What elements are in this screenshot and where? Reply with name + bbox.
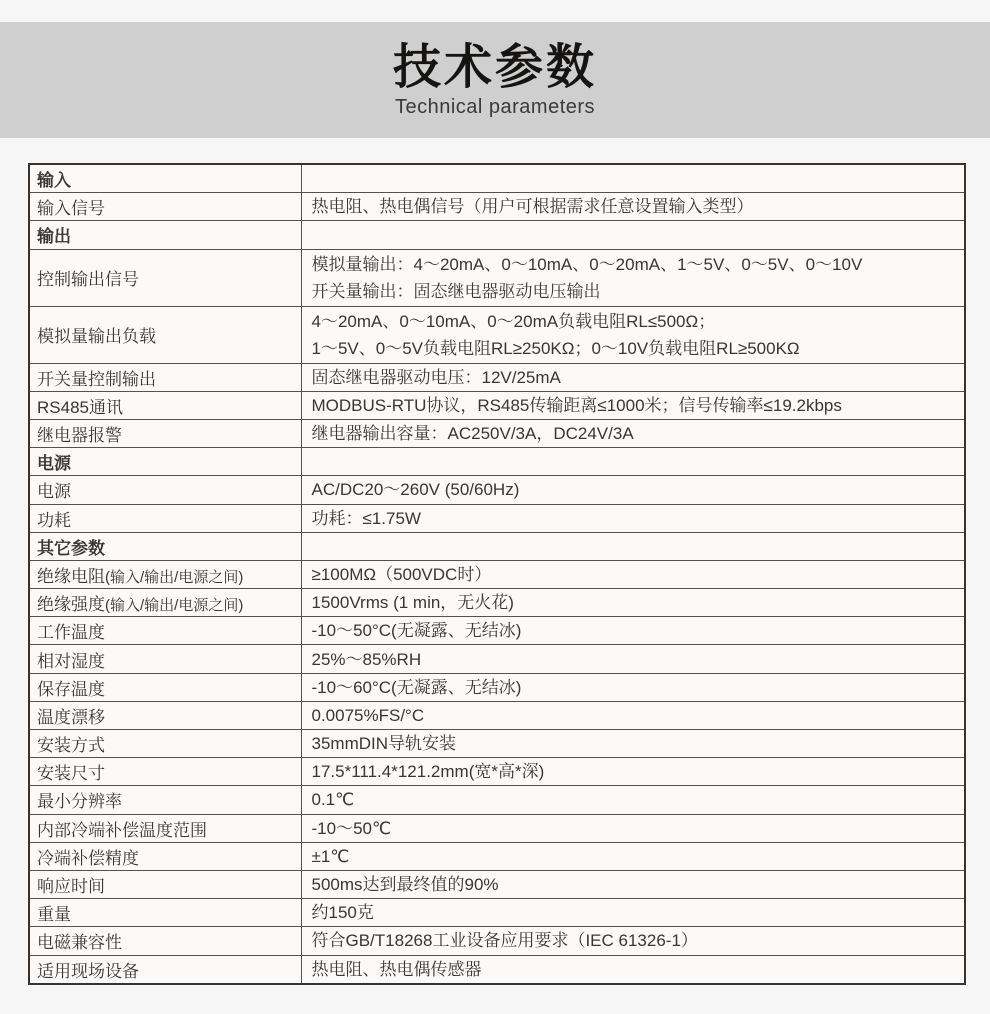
table-row — [29, 504, 965, 532]
row-label-text: 安装尺寸 — [37, 764, 105, 784]
row-label-text: 重量 — [37, 905, 71, 925]
table-row — [29, 391, 965, 419]
row-value — [301, 532, 965, 560]
row-label-text: 相对湿度 — [37, 651, 105, 671]
row-value-text: 功耗：≤1.75W — [311, 508, 421, 528]
row-label — [29, 249, 301, 306]
row-value-text: -10～60°C(无凝露、无结冰) — [311, 677, 522, 697]
row-label-text: 输出 — [37, 227, 71, 247]
table-row — [29, 363, 965, 391]
row-label — [29, 504, 301, 532]
table-row — [29, 560, 965, 588]
row-value — [301, 899, 965, 927]
row-value — [301, 391, 965, 419]
row-value-text: 固态继电器驱动电压：12V/25mA — [311, 367, 561, 387]
table-row — [29, 193, 965, 221]
row-value — [301, 786, 965, 814]
row-value-text: 继电器输出容量：AC250V/3A，DC24V/3A — [311, 424, 634, 444]
row-value-text: AC/DC20～260V (50/60Hz) — [311, 480, 520, 500]
row-value-text: 1～5V、0～5V负载电阻RL≥250KΩ；0～10V负载电阻RL≥500KΩ — [311, 338, 800, 358]
table-row — [29, 164, 965, 193]
row-value-text: 35mmDIN导轨安装 — [311, 734, 457, 754]
row-value — [301, 842, 965, 870]
row-value — [301, 363, 965, 391]
row-value — [301, 701, 965, 729]
row-value — [301, 645, 965, 673]
row-value-text: 符合GB/T18268工业设备应用要求（IEC 61326-1） — [311, 931, 698, 951]
row-label — [29, 589, 301, 617]
row-value-text: 1500Vrms (1 min，无火花) — [311, 593, 514, 613]
table-row — [29, 617, 965, 645]
row-value — [301, 504, 965, 532]
row-value-text: 4～20mA、0～10mA、0～20mA负载电阻RL≤500Ω； — [311, 311, 716, 331]
page-title: 技术参数 — [392, 41, 597, 95]
row-label-text: 其它参数 — [37, 538, 105, 558]
row-label — [29, 730, 301, 758]
row-value-text: 模拟量输出：4～20mA、0～10mA、0～20mA、1～5V、0～5V、0～10V — [311, 254, 863, 274]
row-label — [29, 645, 301, 673]
row-value — [301, 617, 965, 645]
row-value — [301, 955, 965, 984]
row-value-text: 17.5*111.4*121.2mm(宽*高*深) — [311, 762, 545, 782]
table-row — [29, 701, 965, 729]
row-value — [301, 193, 965, 221]
table-row — [29, 306, 965, 363]
table-row — [29, 814, 965, 842]
row-label — [29, 786, 301, 814]
table-row — [29, 786, 965, 814]
row-label-text: 绝缘电阻 — [37, 566, 105, 586]
row-label-small-text: (输入/输出/电源之间) — [105, 568, 244, 586]
row-label-text: 输入 — [37, 171, 71, 191]
row-value — [301, 221, 965, 249]
row-value — [301, 673, 965, 701]
row-label-text: 电源 — [37, 482, 71, 502]
table-row — [29, 476, 965, 504]
table-row — [29, 955, 965, 984]
row-label — [29, 391, 301, 419]
table-row — [29, 842, 965, 870]
row-label-text: 绝缘强度 — [37, 595, 105, 615]
row-label — [29, 673, 301, 701]
row-label — [29, 448, 301, 476]
row-label — [29, 560, 301, 588]
table-row — [29, 589, 965, 617]
table-row — [29, 419, 965, 447]
row-label-text: 输入信号 — [37, 199, 105, 219]
row-value-text: MODBUS-RTU协议，RS485传输距离≤1000米；信号传输率≤19.2kbps — [311, 395, 842, 415]
row-value — [301, 927, 965, 955]
row-label-small-text: (输入/输出/电源之间) — [105, 597, 244, 615]
table-row — [29, 532, 965, 560]
row-value — [301, 476, 965, 504]
table-row — [29, 448, 965, 476]
table-row — [29, 758, 965, 786]
row-label-text: 开关量控制输出 — [37, 369, 156, 389]
row-label — [29, 701, 301, 729]
row-value — [301, 249, 965, 306]
row-label — [29, 842, 301, 870]
row-label-text: 响应时间 — [37, 877, 105, 897]
row-label — [29, 306, 301, 363]
row-value-text: ±1℃ — [311, 846, 350, 866]
table-row — [29, 221, 965, 249]
row-label-text: 温度漂移 — [37, 707, 105, 727]
row-label — [29, 899, 301, 927]
row-label-text: 功耗 — [37, 510, 71, 530]
row-label-text: 适用现场设备 — [37, 961, 139, 981]
row-label-text: 控制输出信号 — [37, 270, 139, 290]
row-value — [301, 306, 965, 363]
row-value-text: 热电阻、热电偶信号（用户可根据需求任意设置输入类型） — [311, 197, 754, 217]
row-value-text: -10～50℃ — [311, 818, 392, 838]
row-label-text: 工作温度 — [37, 623, 105, 643]
row-label — [29, 758, 301, 786]
table-row — [29, 673, 965, 701]
row-label — [29, 532, 301, 560]
header-band — [0, 22, 990, 138]
row-value-text: 开关量输出：固态继电器驱动电压输出 — [311, 281, 601, 301]
row-label-text: 冷端补偿精度 — [37, 848, 139, 868]
table-row — [29, 927, 965, 955]
row-label-text: 内部冷端补偿温度范围 — [37, 820, 207, 840]
row-label-text: 继电器报警 — [37, 426, 122, 446]
row-label-text: RS485通讯 — [37, 397, 123, 417]
row-label-text: 模拟量输出负载 — [37, 327, 156, 347]
table-row — [29, 870, 965, 898]
table-row — [29, 249, 965, 306]
params-table — [28, 163, 966, 985]
table-row — [29, 730, 965, 758]
row-value-text: 25%～85%RH — [311, 649, 422, 669]
row-label — [29, 164, 301, 193]
row-value — [301, 814, 965, 842]
row-label-text: 保存温度 — [37, 679, 105, 699]
row-label — [29, 419, 301, 447]
row-label-text: 电源 — [37, 454, 71, 474]
row-value-text: 0.0075%FS/°C — [311, 705, 425, 725]
row-value — [301, 419, 965, 447]
row-value — [301, 870, 965, 898]
table-row — [29, 645, 965, 673]
row-label — [29, 870, 301, 898]
row-value — [301, 164, 965, 193]
row-label — [29, 814, 301, 842]
row-value — [301, 448, 965, 476]
row-value — [301, 758, 965, 786]
page-subtitle: Technical parameters — [394, 95, 596, 118]
row-label — [29, 955, 301, 984]
row-value-text: 约150克 — [311, 903, 374, 923]
row-value — [301, 730, 965, 758]
row-value — [301, 560, 965, 588]
row-label-text: 电磁兼容性 — [37, 933, 122, 953]
row-label — [29, 476, 301, 504]
row-label — [29, 927, 301, 955]
row-label-text: 安装方式 — [37, 736, 105, 756]
table-row — [29, 899, 965, 927]
row-value-text: -10～50°C(无凝露、无结冰) — [311, 621, 522, 641]
row-value-text: 500ms达到最终值的90% — [311, 875, 499, 895]
row-label-text: 最小分辨率 — [37, 792, 122, 812]
row-value-text: ≥100MΩ（500VDC时） — [311, 564, 492, 584]
row-value-text: 0.1℃ — [311, 790, 355, 810]
row-label — [29, 221, 301, 249]
row-value — [301, 589, 965, 617]
row-label — [29, 617, 301, 645]
row-label — [29, 363, 301, 391]
row-label — [29, 193, 301, 221]
row-value-text: 热电阻、热电偶传感器 — [311, 959, 482, 979]
